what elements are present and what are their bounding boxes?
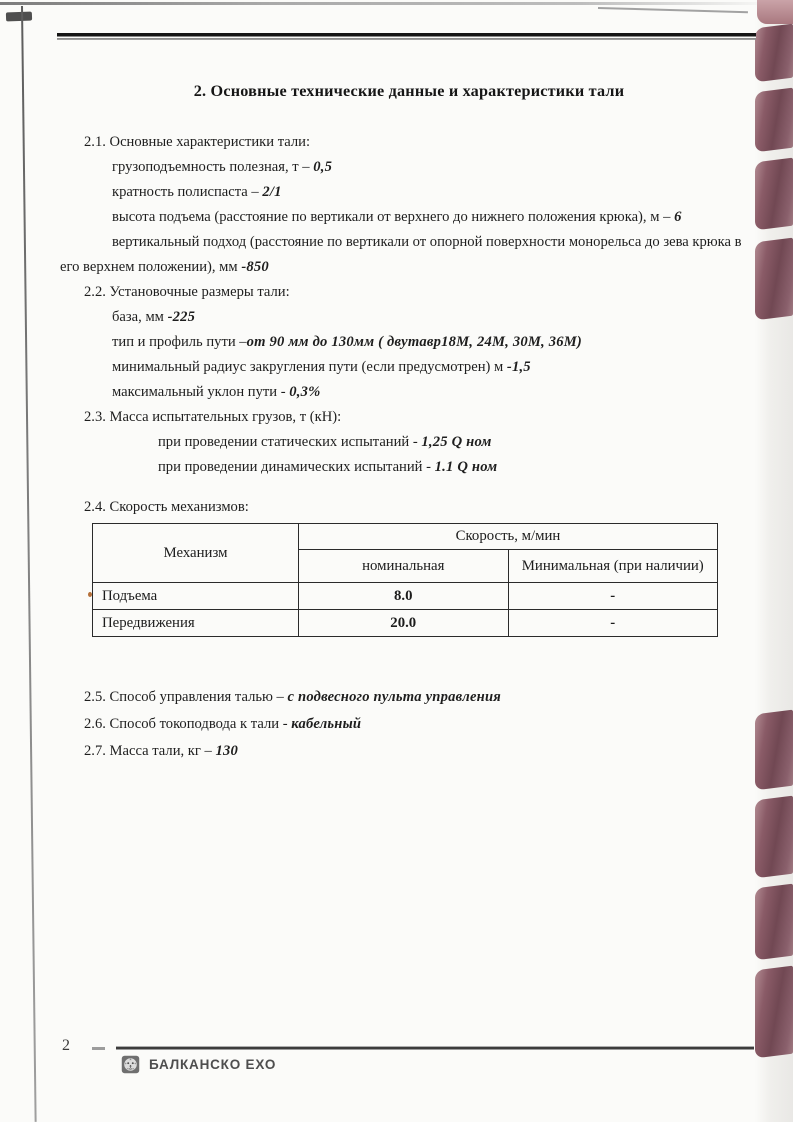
spec-label: вертикальный подход (расстояние по вертикали от опорной поверхности монорельса до зева крюка в его верхнем положении), мм [60, 234, 742, 275]
section-heading-2-4: 2.4. Скорость механизмов: [84, 499, 249, 515]
section-heading-2-2: 2.2. Установочные размеры тали: [84, 284, 290, 300]
finger-artifact [755, 710, 793, 791]
col-header-speed-group: Скорость, м/мин [299, 524, 718, 550]
spec-value: 0,3% [289, 384, 321, 400]
table-header-row [93, 524, 718, 550]
spec-label: 2.5. Способ управления талью – [84, 689, 284, 705]
header-rule [57, 33, 756, 40]
spec-label: максимальный уклон пути - [112, 384, 286, 400]
col-header-mechanism: Механизм [93, 524, 299, 583]
spec-value: 6 [674, 209, 682, 225]
finger-artifact [755, 24, 793, 83]
page-left-edge-line [21, 6, 37, 1122]
spec-label: 2.7. Масса тали, кг – [84, 743, 212, 759]
spec-value: от 90 мм до 130мм ( двутавр18М, 24М, 30М, 36М) [246, 334, 582, 350]
brand-name: БАЛКАНСКО ЕХО [149, 1057, 277, 1072]
spec-line-base [112, 305, 758, 330]
document-body [60, 80, 758, 765]
page-number: 2 [62, 1037, 70, 1054]
spec-value: -1,5 [506, 359, 531, 375]
cell-minimal-speed: - [508, 610, 718, 637]
section-heading-2-3: 2.3. Масса испытательных грузов, т (кН): [84, 409, 342, 425]
footer-tick-mark [92, 1047, 105, 1050]
cell-minimal-speed: - [508, 583, 718, 610]
scan-artifact-dot [88, 592, 92, 597]
spec-value: 1.1 Q ном [434, 459, 498, 475]
spec-value: с подвесного пульта управления [287, 689, 502, 705]
spec-label: при проведении статических испытаний - [158, 434, 418, 450]
spec-line-lift-height [112, 205, 758, 230]
col-header-nominal: номинальная [299, 550, 509, 583]
spec-line-track-profile [112, 330, 758, 355]
speed-table [92, 523, 718, 637]
section-heading-2-1: 2.1. Основные характеристики тали: [84, 134, 311, 150]
spec-value: кабельный [291, 716, 362, 732]
spec-line-max-slope [112, 380, 758, 405]
spec-value: 1,25 Q ном [421, 434, 492, 450]
spec-value: 2/1 [262, 184, 282, 200]
cell-nominal-speed: 20.0 [299, 610, 509, 637]
spec-line-power-supply [84, 711, 758, 738]
finger-artifact [755, 88, 793, 153]
finger-artifact [755, 796, 793, 879]
cell-mechanism: Подъема [93, 583, 299, 610]
spec-label: база, мм [112, 309, 164, 325]
spec-line-capacity [112, 155, 758, 180]
spec-value: -850 [241, 259, 269, 275]
finger-artifact [755, 884, 793, 961]
table-row-travel [93, 610, 718, 637]
spec-label: тип и профиль пути – [112, 334, 247, 350]
spec-value: 130 [215, 743, 238, 759]
spec-value: -225 [167, 309, 196, 325]
cell-nominal-speed: 8.0 [299, 583, 509, 610]
footer-rule [116, 1046, 754, 1050]
doc-title: 2. Основные технические данные и характеристики тали [193, 82, 625, 100]
spec-line-static-test [158, 430, 758, 455]
page-top-edge-line [598, 7, 748, 13]
finger-artifact [755, 966, 793, 1059]
col-header-minimal: Минимальная (при наличии) [508, 550, 718, 583]
spec-line-min-radius [112, 355, 758, 380]
cell-mechanism: Передвижения [93, 610, 299, 637]
scan-corner-mark [6, 12, 32, 22]
scan-top-edge-line [0, 2, 775, 5]
spec-label: минимальный радиус закругления пути (если предусмотрен) м [112, 359, 504, 375]
spec-line-dynamic-test [158, 455, 758, 480]
spec-label: кратность полиспаста – [112, 184, 259, 200]
spec-label: грузоподъемность полезная, т – [112, 159, 310, 175]
brand-footer [121, 1055, 276, 1074]
spec-line-control-method [84, 684, 758, 711]
spec-label: высота подъема (расстояние по вертикали от верхнего до нижнего положения крюка), м – [112, 209, 671, 225]
lion-logo-icon [121, 1055, 140, 1074]
spec-label: 2.6. Способ токоподвода к тали - [84, 716, 288, 732]
spec-line-reeving [112, 180, 758, 205]
table-row-lifting [93, 583, 718, 610]
spec-value: 0,5 [313, 159, 333, 175]
finger-artifact [755, 238, 793, 321]
tail-sections [60, 684, 758, 765]
spec-line-hoist-mass [84, 738, 758, 765]
spec-label: при проведении динамических испытаний - [158, 459, 431, 475]
spec-line-vertical-approach [60, 230, 758, 280]
finger-artifact [757, 0, 793, 24]
finger-artifact [755, 158, 793, 231]
